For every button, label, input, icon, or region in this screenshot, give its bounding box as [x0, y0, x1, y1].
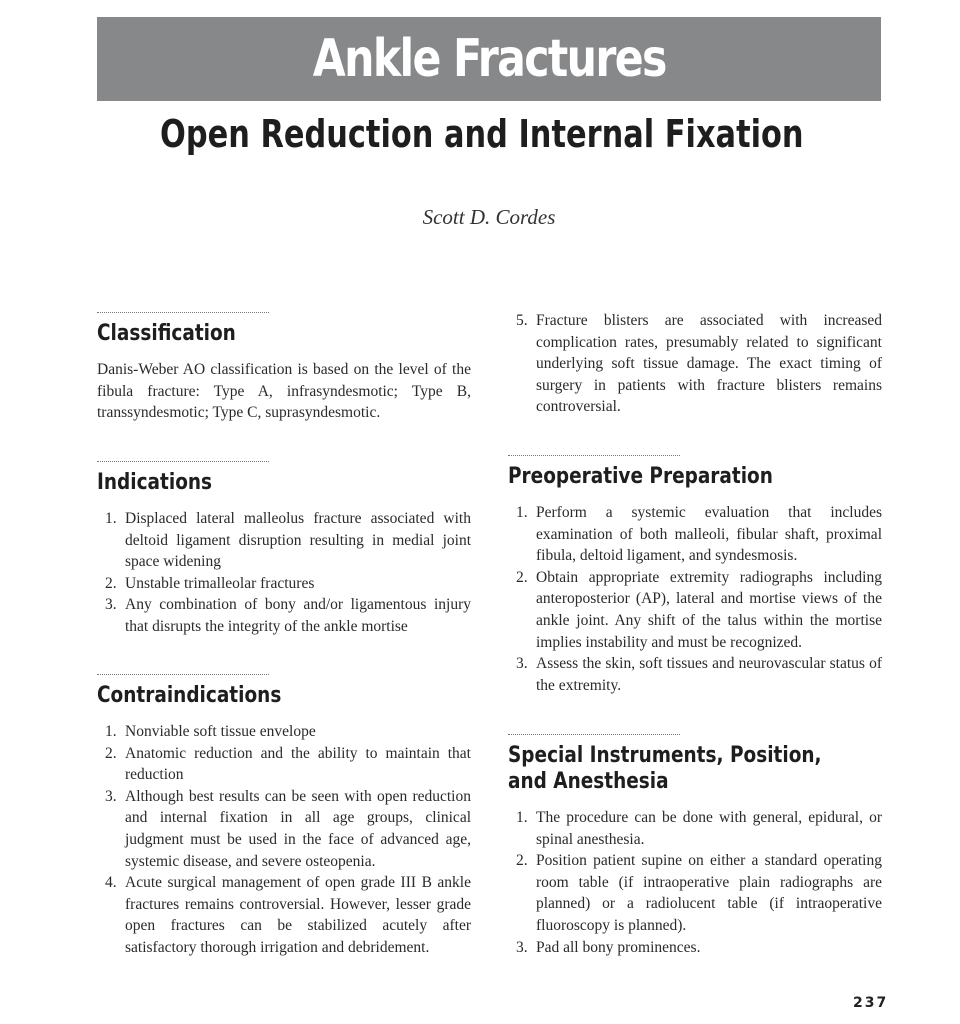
classification-section: [97, 312, 471, 424]
list-item: [508, 567, 882, 653]
instruments-heading-line2: and Anesthesia: [508, 769, 669, 794]
list-item: [97, 786, 471, 872]
instruments-heading-line1: Special Instruments, Position,: [508, 743, 822, 768]
list-item-text: Obtain appropriate extremity radiographs including anteroposterior (AP), lateral and mortise views of the ankle joint. Any shift of the talus within the mortise implies instability and must be recognized.: [536, 568, 882, 651]
list-number: 1.: [105, 723, 117, 740]
list-item: [508, 850, 882, 936]
list-number: 3.: [105, 596, 117, 614]
section-divider: [508, 455, 680, 456]
list-item-text: Position patient supine on either a standard operating room table (if intraoperative plain radiographs are planned) or a radiolucent table (if intraoperative fluoroscopy is planned).: [536, 852, 882, 934]
list-number: 2.: [105, 574, 117, 592]
list-item: [97, 743, 471, 786]
list-number: 4.: [105, 874, 117, 892]
continued-contraindications: [508, 310, 882, 418]
section-divider: [97, 461, 269, 462]
classification-heading: Classification: [97, 321, 236, 346]
section-divider: [508, 734, 680, 735]
instruments-section: [508, 734, 882, 958]
instruments-heading: [508, 743, 878, 795]
contraindications-list: [97, 721, 471, 959]
list-item-text: Although best results can be seen with open reduction and internal fixation in all age groups, clinical judgment must be used in the face of advanced age, systemic disease, and severe osteopenia.: [125, 787, 471, 870]
list-item-text: Assess the skin, soft tissues and neurovascular status of the extremity.: [536, 655, 882, 694]
indications-section: [97, 461, 471, 638]
list-number: 2.: [105, 744, 117, 762]
list-item-text: The procedure can be done with general, epidural, or spinal anesthesia.: [536, 809, 882, 848]
indications-heading: Indications: [97, 470, 213, 495]
contraindications-section: [97, 674, 471, 959]
preoperative-section: [508, 455, 882, 696]
chapter-subtitle: Open Reduction and Internal Fixation: [160, 112, 804, 156]
section-divider: [97, 312, 269, 313]
continued-list: [508, 310, 882, 418]
page-number: 237: [853, 995, 889, 1011]
list-number: 2.: [516, 852, 528, 870]
list-item-text: Anatomic reduction and the ability to maintain that reduction: [125, 744, 471, 784]
preoperative-list: [508, 502, 882, 696]
list-item: [508, 937, 882, 959]
list-item-text: Acute surgical management of open grade III B ankle fractures remains controversial. However, lesser grade open fractures can be stabilized acutely after satisfactory thorough irrigation and debridement.: [125, 874, 471, 956]
list-number: 1.: [105, 510, 117, 527]
section-divider: [97, 674, 269, 675]
instruments-list: [508, 807, 882, 958]
list-item-text: Nonviable soft tissue envelope: [125, 723, 316, 740]
list-number: 1.: [516, 504, 528, 521]
list-number: 2.: [516, 568, 528, 586]
list-item: [97, 594, 471, 637]
indications-list: [97, 508, 471, 638]
list-item: [508, 502, 882, 567]
list-item: [97, 872, 471, 958]
list-item-text: Pad all bony prominences.: [536, 938, 701, 956]
list-item: [97, 508, 471, 573]
author-name: Scott D. Cordes: [422, 205, 556, 229]
chapter-title: Ankle Fractures: [312, 29, 666, 89]
list-number: 1.: [516, 809, 528, 826]
classification-text: Danis-Weber AO classification is based on the level of the fibula fracture: Type A, infrasyndesmotic; Type B, transsyndesmotic; Type C, suprasyndesmotic.: [97, 361, 471, 421]
list-item-text: Fracture blisters are associated with increased complication rates, presumably related to significant underlying soft tissue damage. The exact timing of surgery in patients with fracture blisters remains controversial.: [536, 312, 882, 416]
list-number: 5.: [516, 312, 528, 329]
preoperative-heading: Preoperative Preparation: [508, 464, 773, 489]
list-item: [508, 653, 882, 696]
contraindications-heading: Contraindications: [97, 683, 282, 708]
list-item: [508, 310, 882, 418]
chapter-title-banner: [97, 17, 881, 101]
list-item-text: Perform a systemic evaluation that includes examination of both malleoli, fibular shaft, proximal fibula, deltoid ligament, and syndesmosis.: [536, 504, 882, 565]
list-item-text: Unstable trimalleolar fractures: [125, 574, 315, 592]
list-item: [97, 573, 471, 595]
list-item: [97, 721, 471, 743]
list-item: [508, 807, 882, 850]
list-item-text: Any combination of bony and/or ligamentous injury that disrupts the integrity of the ankle mortise: [125, 596, 471, 635]
list-item-text: Displaced lateral malleolus fracture associated with deltoid ligament disruption resulting in medial joint space widening: [125, 510, 471, 571]
list-number: 3.: [516, 655, 528, 673]
list-number: 3.: [105, 787, 117, 805]
list-number: 3.: [516, 938, 528, 956]
